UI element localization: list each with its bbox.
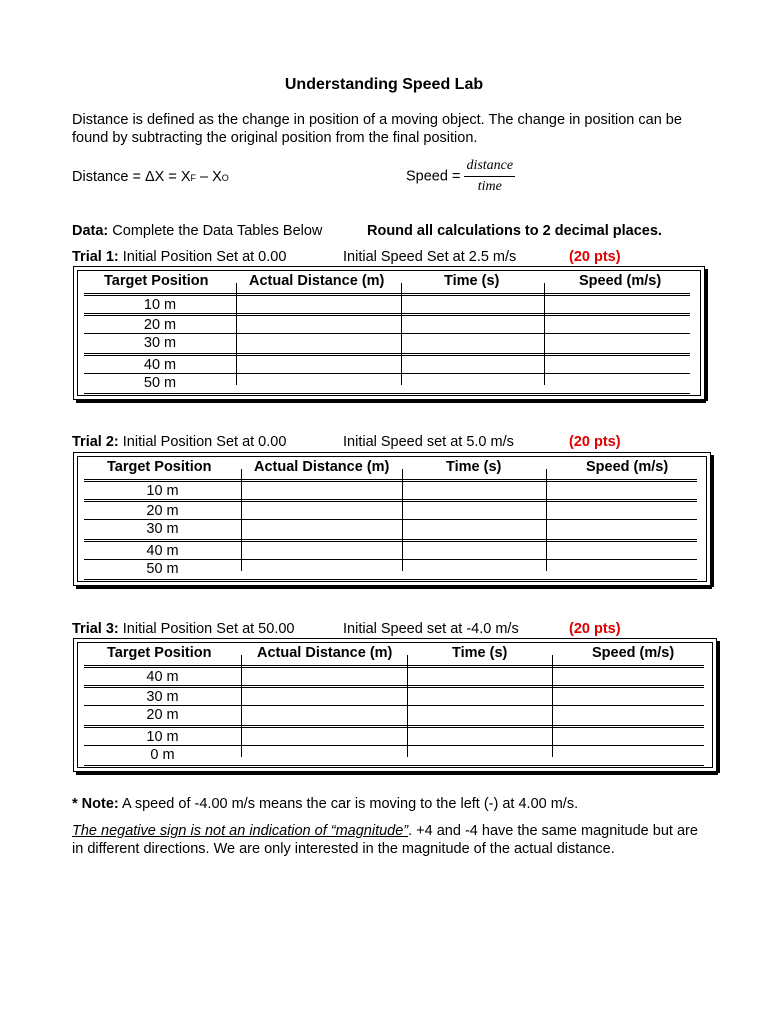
column-header: Target Position <box>107 459 212 475</box>
subscript-f: F <box>190 173 196 183</box>
column-header: Target Position <box>104 273 209 289</box>
data-label: Data: <box>72 223 109 239</box>
column-header: Actual Distance (m) <box>254 459 390 475</box>
speed-cell[interactable] <box>546 560 697 580</box>
rounding-instruction: Round all calculations to 2 decimal places. <box>367 223 662 239</box>
time-cell[interactable] <box>407 746 552 766</box>
trial-position-text: Initial Position Set at 0.00 <box>118 249 287 265</box>
trial-1-speed-text: Initial Speed Set at 2.5 m/s <box>343 249 517 265</box>
column-divider <box>241 665 242 757</box>
speed-cell[interactable] <box>552 706 704 726</box>
time-cell[interactable] <box>407 706 552 726</box>
actual-distance-cell[interactable] <box>236 374 401 394</box>
trial-2-table <box>73 452 711 586</box>
distance-formula-lhs: Distance = ΔX = X <box>72 169 191 185</box>
page-title: Understanding Speed Lab <box>284 76 484 93</box>
trial-3-points: (20 pts) <box>569 621 621 637</box>
intro-paragraph: Distance is defined as the change in position of a moving object. The change in position can be found by subtracting the original position from the final position. <box>72 112 682 146</box>
trial-label: Trial 1: <box>72 249 119 265</box>
column-header: Speed (m/s) <box>592 645 675 661</box>
speed-cell[interactable] <box>552 746 704 766</box>
trial-1-table <box>73 266 705 400</box>
target-position-cell: 10 m <box>146 483 179 499</box>
target-position-cell: 50 m <box>146 561 179 577</box>
speed-cell[interactable] <box>546 520 697 540</box>
column-header: Time (s) <box>444 273 500 289</box>
speed-cell[interactable] <box>544 334 690 354</box>
table-shadow-right <box>717 641 720 773</box>
trial-3-speed-text: Initial Speed set at -4.0 m/s <box>343 621 519 637</box>
time-cell[interactable] <box>401 374 544 394</box>
table-shadow-right <box>705 269 708 401</box>
column-divider <box>401 293 402 385</box>
table-row <box>84 559 697 580</box>
column-header: Time (s) <box>446 459 502 475</box>
magnitude-note <box>72 822 712 858</box>
target-position-cell: 30 m <box>146 689 179 705</box>
actual-distance-cell[interactable] <box>241 560 402 580</box>
time-cell[interactable] <box>402 520 546 540</box>
actual-distance-cell[interactable] <box>241 706 407 726</box>
column-header: Actual Distance (m) <box>257 645 393 661</box>
column-divider <box>236 293 237 385</box>
trial-2-speed-text: Initial Speed set at 5.0 m/s <box>343 434 514 450</box>
note-label: * Note: <box>72 796 119 812</box>
speed-fraction <box>464 158 515 195</box>
trial-3-heading <box>72 621 294 637</box>
target-position-cell: 20 m <box>143 317 177 333</box>
distance-formula-mid: – X <box>196 169 222 185</box>
time-cell[interactable] <box>401 334 544 354</box>
trial-position-text: Initial Position Set at 50.00 <box>118 621 295 637</box>
fraction-numerator: distance <box>464 158 515 177</box>
trial-3-table <box>73 638 717 772</box>
column-divider <box>544 293 545 385</box>
data-instructions: Complete the Data Tables Below <box>108 223 323 239</box>
table-row <box>84 519 697 540</box>
target-position-cell: 10 m <box>143 297 177 313</box>
fraction-denominator: time <box>477 179 502 194</box>
table-row <box>84 745 704 766</box>
trial-position-text: Initial Position Set at 0.00 <box>118 434 287 450</box>
note-text: A speed of -4.00 m/s means the car is moving to the left (-) at 4.00 m/s. <box>118 796 579 812</box>
target-position-cell: 20 m <box>146 707 179 723</box>
distance-formula <box>72 169 229 185</box>
actual-distance-cell[interactable] <box>241 746 407 766</box>
magnitude-text: . +4 and -4 have the same magnitude but are in different directions. We are only interested in the magnitude of the actual distance. <box>72 823 698 857</box>
table-row <box>84 705 704 726</box>
column-divider <box>241 479 242 571</box>
column-header: Target Position <box>107 645 212 661</box>
target-position-cell: 20 m <box>146 503 179 519</box>
trial-label: Trial 3: <box>72 621 119 637</box>
column-header: Speed (m/s) <box>586 459 669 475</box>
column-divider <box>552 665 553 757</box>
column-header: Actual Distance (m) <box>249 273 385 289</box>
trial-1-heading <box>72 249 286 265</box>
speed-formula-lhs: Speed = <box>406 168 465 185</box>
target-position-cell: 30 m <box>146 521 179 537</box>
table-bottom-rule <box>84 579 697 580</box>
actual-distance-cell[interactable] <box>236 334 401 354</box>
trial-2-heading <box>72 434 286 450</box>
trial-label: Trial 2: <box>72 434 119 450</box>
time-cell[interactable] <box>402 560 546 580</box>
table-shadow-bottom <box>76 586 712 589</box>
table-shadow-bottom <box>76 772 718 775</box>
column-divider <box>407 665 408 757</box>
column-header: Time (s) <box>452 645 508 661</box>
trial-1-points: (20 pts) <box>569 249 621 265</box>
table-bottom-rule <box>84 765 704 766</box>
magnitude-emphasis: The negative sign is not an indication of “magnitude” <box>72 823 409 839</box>
column-header: Speed (m/s) <box>579 273 662 289</box>
target-position-cell: 40 m <box>143 357 177 373</box>
data-heading <box>72 223 322 239</box>
column-divider <box>546 479 547 571</box>
note <box>72 796 578 812</box>
target-position-cell: 50 m <box>143 375 177 391</box>
table-shadow-right <box>711 455 714 587</box>
speed-cell[interactable] <box>544 374 690 394</box>
table-bottom-rule <box>84 393 690 394</box>
table-shadow-bottom <box>76 400 706 403</box>
table-row <box>84 373 690 394</box>
table-row <box>84 333 690 354</box>
target-position-cell: 40 m <box>146 669 179 685</box>
actual-distance-cell[interactable] <box>241 520 402 540</box>
subscript-o: O <box>221 173 229 183</box>
speed-formula <box>406 158 515 195</box>
target-position-cell: 30 m <box>143 335 177 351</box>
column-divider <box>402 479 403 571</box>
target-position-cell: 10 m <box>146 729 179 745</box>
target-position-cell: 40 m <box>146 543 179 559</box>
trial-2-points: (20 pts) <box>569 434 621 450</box>
target-position-cell: 0 m <box>150 747 175 763</box>
